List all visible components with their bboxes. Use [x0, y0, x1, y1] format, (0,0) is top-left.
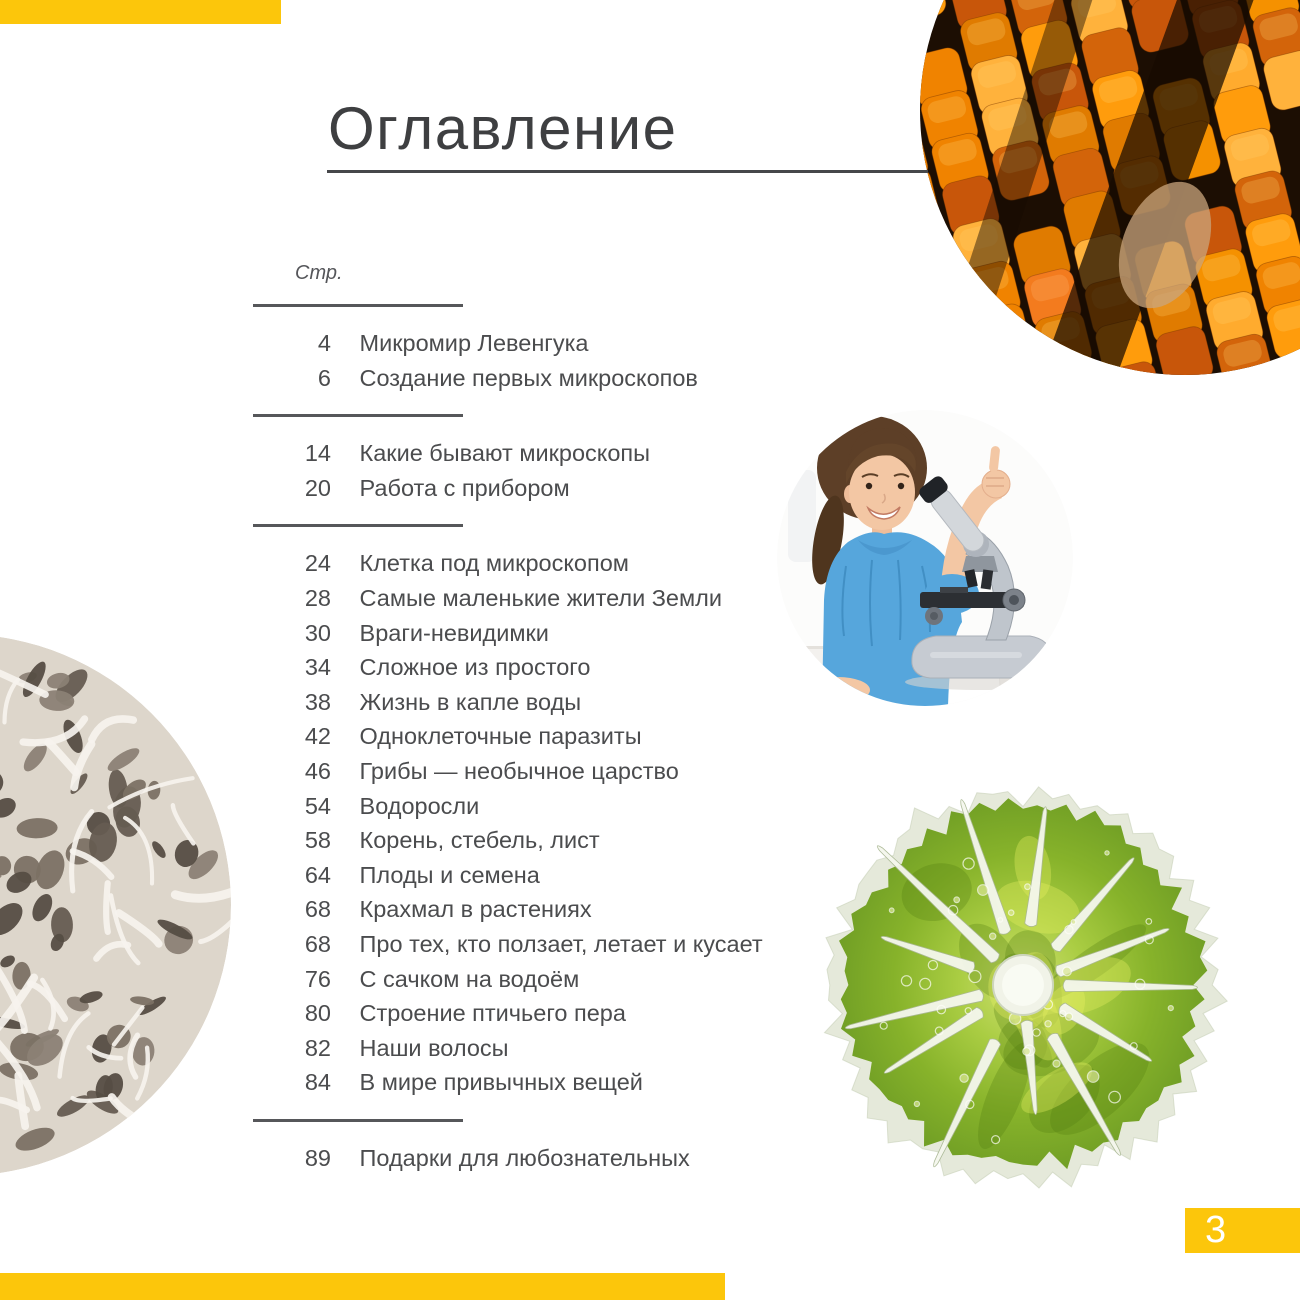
- toc-entry: [253, 326, 793, 361]
- toc-entry-page: 28: [304, 584, 331, 611]
- toc-entry-page: 30: [304, 619, 331, 646]
- toc-entry-title: Грибы — необычное царство: [359, 757, 679, 784]
- toc-section: [253, 304, 793, 395]
- table-of-contents: [253, 261, 793, 1175]
- toc-entry-title: Клетка под микроскопом: [359, 550, 629, 577]
- toc-entry-page: 68: [304, 896, 331, 923]
- page-column-header: Стр.: [295, 262, 343, 284]
- toc-entry-page: 38: [304, 688, 331, 715]
- raised-arm: [940, 480, 1002, 600]
- toc-rows: [253, 326, 793, 395]
- toc-entry-title: Микромир Левенгука: [359, 330, 589, 356]
- page-number-tab: [1185, 1208, 1300, 1253]
- toc-entry-page: 89: [304, 1144, 331, 1171]
- paper-sheet: [849, 663, 1002, 715]
- toc-entry: [253, 436, 793, 471]
- toc-entry: [253, 962, 793, 997]
- toc-entry-title: Наши волосы: [359, 1034, 509, 1061]
- toc-entry-title: Корень, стебель, лист: [359, 827, 600, 854]
- toc-entry: [253, 1065, 793, 1100]
- toc-entry-title: Про тех, кто ползает, летает и кусает: [359, 930, 763, 957]
- toc-entry-title: Какие бывают микроскопы: [359, 440, 651, 467]
- girl-with-microscope-photo: [777, 410, 1077, 715]
- toc-sections: [253, 304, 793, 1175]
- toc-entry: [253, 789, 793, 824]
- toc-entry-page: 34: [304, 654, 331, 681]
- green-alga-micrograph-photo: [825, 787, 1228, 1188]
- toc-rows: [253, 436, 793, 505]
- toc-entry-page: 84: [304, 1069, 331, 1096]
- toc-entry: [253, 823, 793, 858]
- toc-entry-page: 46: [304, 757, 331, 784]
- toc-entry-title: Создание первых микроскопов: [359, 364, 698, 391]
- toc-entry-page: 64: [304, 861, 331, 888]
- toc-entry-title: Водоросли: [359, 792, 480, 819]
- toc-entry-title: Работа с прибором: [359, 474, 570, 501]
- toc-section: [253, 414, 793, 505]
- toc-entry-title: Одноклеточные паразиты: [359, 723, 642, 750]
- toc-entry: [253, 546, 793, 581]
- toc-entry-title: Жизнь в капле воды: [359, 688, 582, 715]
- toc-entry: [253, 581, 793, 616]
- page-title: Оглавление: [328, 95, 678, 162]
- toc-entry-page: 82: [304, 1034, 331, 1061]
- toc-entry-page: 68: [304, 930, 331, 957]
- toc-entry-page: 6: [317, 364, 331, 391]
- toc-entry-title: С сачком на водоём: [359, 965, 580, 992]
- toc-entry-page: 76: [304, 965, 331, 992]
- toc-entry-page: 24: [304, 550, 331, 577]
- top-accent-bar: [0, 0, 281, 24]
- sponge-mesh-micrograph-photo: [0, 618, 239, 1179]
- section-divider: [253, 414, 463, 417]
- toc-entry-page: 4: [317, 330, 331, 356]
- toc-entry: [253, 616, 793, 651]
- section-divider: [253, 524, 463, 527]
- section-divider: [253, 304, 463, 307]
- toc-entry-title: Подарки для любознательных: [359, 1144, 690, 1171]
- resting-hand: [806, 677, 870, 703]
- page-number: 3: [1205, 1209, 1227, 1251]
- toc-entry-page: 54: [304, 792, 331, 819]
- toc-entry-title: Самые маленькие жители Земли: [359, 584, 722, 611]
- microscope: [905, 474, 1055, 690]
- toc-entry-title: Плоды и семена: [359, 861, 540, 888]
- toc-entry-title: Крахмал в растениях: [359, 896, 592, 923]
- toc-entry: [253, 685, 793, 720]
- toc-entry-page: 58: [304, 827, 331, 854]
- toc-entry: [253, 1141, 793, 1176]
- toc-entry: [253, 719, 793, 754]
- toc-entry: [253, 650, 793, 685]
- toc-entry: [253, 858, 793, 893]
- toc-section: [253, 524, 793, 1100]
- toc-section: [253, 1119, 793, 1176]
- toc-rows: [253, 546, 793, 1100]
- title-underline: [327, 170, 928, 173]
- toc-entry-title: Враги-невидимки: [359, 619, 549, 646]
- toc-entry-page: 80: [304, 1000, 331, 1027]
- toc-entry: [253, 471, 793, 506]
- toc-entry: [253, 1031, 793, 1066]
- bottom-accent-bar: [0, 1273, 725, 1300]
- toc-entry-title: Строение птичьего пера: [359, 1000, 626, 1027]
- toc-rows: [253, 1141, 793, 1176]
- girl-figure: [806, 416, 1010, 706]
- toc-entry: [253, 996, 793, 1031]
- section-divider: [253, 1119, 463, 1122]
- toc-entry-title: Сложное из простого: [359, 654, 591, 681]
- toc-entry-page: 14: [304, 440, 331, 467]
- thumb-up: [989, 446, 1001, 473]
- toc-entry-page: 20: [304, 474, 331, 501]
- butterfly-wing-scales-photo: [794, 0, 1300, 465]
- toc-entry: [253, 927, 793, 962]
- toc-entry-page: 42: [304, 723, 331, 750]
- toc-entry-title: В мире привычных вещей: [359, 1069, 643, 1096]
- toc-entry: [253, 361, 793, 396]
- toc-entry: [253, 892, 793, 927]
- toc-entry: [253, 754, 793, 789]
